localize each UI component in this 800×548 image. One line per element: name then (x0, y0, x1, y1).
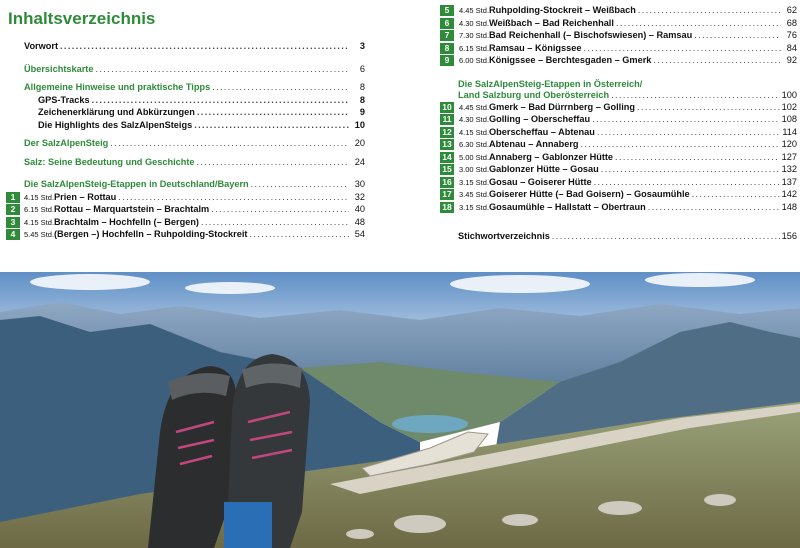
toc-label: Zeichenerklärung und Abkürzungen (38, 107, 195, 117)
stage-duration: 6.15 Std. (24, 205, 55, 214)
stage-entry[interactable] (6, 191, 365, 204)
toc-page: 8 (359, 94, 365, 105)
stage-page: 102 (781, 101, 797, 112)
stage-page: 132 (781, 164, 797, 174)
stage-entry[interactable] (440, 29, 797, 42)
stage-entry[interactable] (440, 126, 797, 139)
stage-number-badge: 2 (6, 204, 20, 215)
stage-title: Oberscheffau – Abtenau (489, 126, 595, 137)
stage-duration: 4.30 Std. (459, 18, 490, 28)
stage-page: 137 (781, 176, 797, 187)
toc-entry-vorwort[interactable] (24, 40, 365, 53)
stage-number-badge: 7 (440, 30, 454, 41)
toc-page: 156 (781, 231, 797, 241)
stage-number-badge: 9 (440, 55, 454, 66)
stage-number-badge: 12 (440, 127, 454, 138)
toc-label: Die SalzAlpenSteig-Etappen in Deutschland/Bayern (24, 179, 249, 189)
stage-page: 48 (354, 216, 365, 227)
stage-page: 62 (786, 5, 797, 15)
stage-title: Brachtalm – Hochfelln (– Bergen) (54, 216, 199, 227)
stage-title: Ruhpolding-Stockreit – Weißbach (489, 5, 636, 15)
stage-duration: 4.45 Std. (459, 102, 490, 112)
stage-page: 114 (782, 126, 797, 137)
stage-page: 68 (786, 17, 797, 28)
stage-title: Bad Reichenhall (– Bischofswiesen) – Ramsau (489, 30, 693, 40)
stage-entry[interactable] (440, 17, 797, 30)
stage-duration: 7.30 Std. (459, 31, 490, 40)
toc-page: 20 (354, 138, 365, 148)
stage-number-badge: 13 (440, 139, 454, 150)
toc-page: 100 (781, 89, 797, 100)
stage-duration: 3.15 Std. (459, 202, 490, 212)
stage-entry[interactable] (440, 101, 797, 114)
stage-title: Weißbach – Bad Reichenhall (489, 17, 614, 28)
stage-entry[interactable] (6, 216, 365, 229)
stage-entry[interactable] (440, 176, 797, 189)
stage-title: Goiserer Hütte (– Bad Goisern) – Gosaumühle (489, 189, 690, 199)
stage-number-badge: 14 (440, 152, 454, 163)
stage-page: 142 (781, 189, 797, 199)
stage-entry[interactable] (440, 151, 797, 164)
stage-title: Rottau – Marquartstein – Brachtalm (54, 204, 210, 214)
toc-entry-gps-tracks[interactable] (24, 94, 365, 107)
stage-number-badge: 8 (440, 43, 454, 54)
toc-entry-hinweise[interactable] (24, 81, 365, 94)
stage-number-badge: 11 (440, 114, 454, 125)
stage-number-badge: 6 (440, 18, 454, 29)
stage-duration: 6.15 Std. (459, 43, 490, 53)
toc-label: Salz: Seine Bedeutung und Geschichte (24, 156, 195, 167)
stage-number-badge: 3 (6, 217, 20, 228)
stage-title: Gosaumühle – Hallstatt – Obertraun (489, 201, 646, 212)
stage-duration: 5.45 Std. (24, 230, 55, 239)
toc-entry-stichwortverzeichnis[interactable] (440, 230, 797, 243)
stage-duration: 4.15 Std. (459, 127, 490, 137)
toc-label: Der SalzAlpenSteig (24, 138, 109, 148)
stage-duration: 3.45 Std. (459, 190, 490, 199)
stage-number-badge: 1 (6, 192, 20, 203)
stage-page: 76 (786, 30, 797, 40)
stage-duration: 6.30 Std. (459, 140, 490, 149)
stage-page: 127 (781, 151, 797, 162)
stage-number-badge: 18 (440, 202, 454, 213)
lake (392, 415, 468, 433)
alpine-photo (0, 272, 800, 548)
toc-left-column (10, 40, 365, 241)
stage-entry[interactable] (6, 203, 365, 216)
toc-label: Vorwort (24, 41, 59, 51)
stage-page: 32 (354, 191, 365, 202)
toc-entry-etappen-de[interactable] (24, 178, 365, 191)
toc-page: 6 (359, 63, 365, 74)
toc-entry-salzalpensteig[interactable] (24, 137, 365, 150)
stage-duration: 4.15 Std. (24, 192, 55, 202)
stage-entry[interactable] (440, 113, 797, 126)
page-title: Inhaltsverzeichnis (8, 9, 156, 28)
stage-title: Ramsau – Königssee (489, 42, 582, 53)
toc-right-column (440, 4, 797, 243)
stage-duration: 3.00 Std. (459, 165, 490, 174)
stage-title: Gablonzer Hütte – Gosau (489, 164, 599, 174)
stage-page: 92 (786, 55, 797, 65)
stage-entry[interactable] (440, 201, 797, 214)
stage-number-badge: 15 (440, 164, 454, 175)
toc-page: 3 (359, 41, 365, 51)
toc-label: Die Highlights des SalzAlpenSteigs (38, 119, 193, 130)
stage-title: Annaberg – Gablonzer Hütte (489, 151, 614, 162)
stage-entry[interactable] (440, 163, 797, 176)
stage-number-badge: 10 (440, 102, 454, 113)
toc-label: Allgemeine Hinweise und praktische Tipps (24, 82, 211, 92)
toc-page: 10 (354, 119, 365, 130)
toc-entry-zeichenerklaerung[interactable] (24, 106, 365, 119)
stage-duration: 3.15 Std. (459, 177, 490, 187)
toc-page: 24 (354, 156, 365, 167)
stage-entry[interactable] (440, 42, 797, 55)
stage-title: Königssee – Berchtesgaden – Gmerk (489, 55, 652, 65)
toc-entry-etappen-at[interactable] (440, 79, 797, 101)
stage-page: 148 (781, 201, 797, 212)
toc-page: 30 (354, 179, 365, 189)
stage-title: (Bergen –) Hochfelln – Ruhpolding-Stockreit (54, 229, 248, 239)
toc-label: Die SalzAlpenSteig-Etappen in Österreich/ (458, 78, 643, 89)
stage-duration: 4.30 Std. (459, 115, 490, 124)
stage-duration: 5.00 Std. (459, 152, 490, 162)
stage-title: Abtenau – Annaberg (489, 139, 579, 149)
stage-entry[interactable] (6, 228, 365, 241)
stage-page: 84 (786, 42, 797, 53)
stage-number-badge: 16 (440, 177, 454, 188)
stage-page: 40 (354, 204, 365, 214)
toc-label: Land Salzburg und Oberösterreich (458, 89, 610, 100)
toc-label: GPS-Tracks (38, 94, 90, 105)
stage-number-badge: 4 (6, 229, 20, 240)
toc-label: Übersichtskarte (24, 63, 94, 74)
stage-duration: 4.15 Std. (24, 217, 55, 227)
hiking-boots (148, 354, 310, 548)
toc-label: Stichwortverzeichnis (458, 231, 550, 241)
stage-title: Prien – Rottau (54, 191, 117, 202)
stage-number-badge: 17 (440, 189, 454, 200)
stage-duration: 4.45 Std. (459, 6, 490, 15)
stage-title: Gosau – Goiserer Hütte (489, 176, 592, 187)
stage-page: 54 (354, 229, 365, 239)
toc-page: 8 (359, 82, 365, 92)
toc-entry-highlights[interactable] (24, 119, 365, 132)
stage-entry[interactable] (440, 54, 797, 67)
stage-page: 120 (781, 139, 797, 149)
stage-duration: 6.00 Std. (459, 56, 490, 65)
toc-entry-salz[interactable] (24, 156, 365, 169)
stage-number-badge: 5 (440, 5, 454, 16)
toc-entry-uebersichtskarte[interactable] (24, 63, 365, 76)
toc-page: 9 (359, 107, 365, 117)
stage-title: Gmerk – Bad Dürrnberg – Golling (489, 101, 636, 112)
stage-entry[interactable] (440, 188, 797, 201)
stage-entry[interactable] (440, 4, 797, 17)
stage-entry[interactable] (440, 138, 797, 151)
stage-page: 108 (781, 114, 797, 124)
stage-title: Golling – Oberscheffau (489, 114, 591, 124)
